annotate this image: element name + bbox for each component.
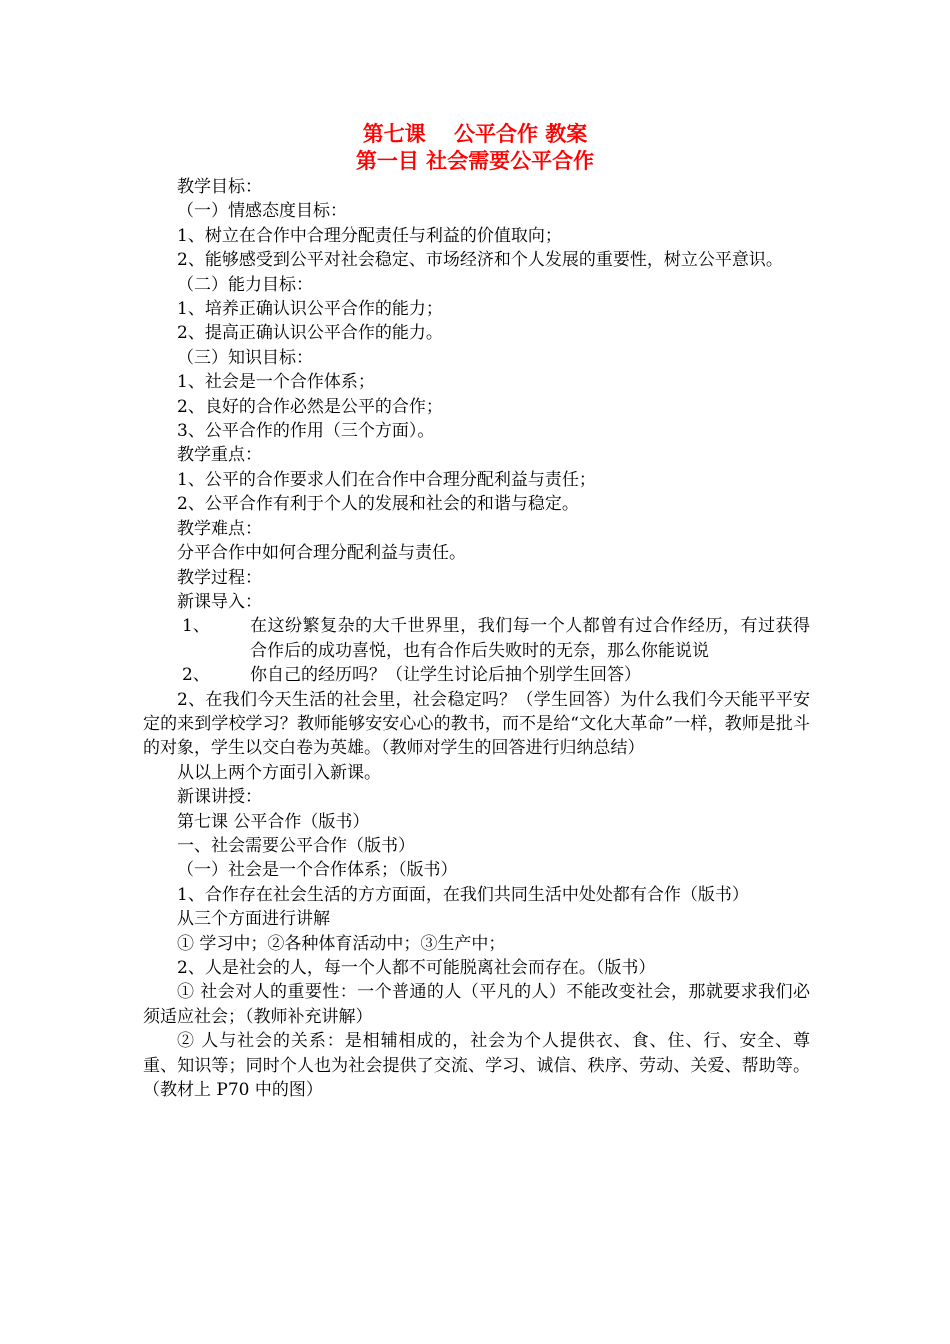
- heading-key-points: 教学重点：: [177, 445, 262, 466]
- subheading-knowledge-goals: （三）知识目标：: [177, 347, 313, 368]
- list-text: 在这纷繁复杂的大千世界里，我们每一个人都曾有过合作经历，有过获得合作后的成功喜悦，也有合作后失败时的无奈，那么你能说说: [250, 616, 810, 661]
- paragraph: ① 社会对人的重要性：一个普通的人（平凡的人）不能改变社会，那就要求我们必须适应社会；（教师补充讲解）: [143, 982, 810, 1027]
- list-item: [143, 614, 810, 663]
- heading-introduction: 新课导入：: [177, 591, 262, 612]
- heading-process: 教学过程：: [177, 567, 262, 588]
- paragraph: 第七课 公平合作（版书）: [177, 811, 370, 832]
- paragraph: 1、合作存在社会生活的方方面面，在我们共同生活中处处都有合作（版书）: [177, 884, 749, 905]
- heading-new-lesson: 新课讲授：: [177, 787, 262, 808]
- paragraph: 一、社会需要公平合作（版书）: [177, 835, 415, 856]
- paragraph: 1、培养正确认识公平合作的能力；: [177, 299, 443, 320]
- list-number: 2、: [182, 665, 210, 686]
- section-title: 第一目 社会需要公平合作: [355, 148, 595, 173]
- paragraph: （一）社会是一个合作体系；（版书）: [177, 860, 458, 881]
- paragraph: 1、社会是一个合作体系；: [177, 372, 375, 393]
- paragraph: 1、公平的合作要求人们在合作中合理分配利益与责任；: [177, 469, 596, 490]
- paragraph: 从三个方面进行讲解: [177, 909, 330, 930]
- paragraph: ① 学习中；②各种体育活动中；③生产中；: [177, 933, 506, 954]
- paragraph: 3、公平合作的作用（三个方面）。: [177, 421, 435, 442]
- paragraph: 1、树立在合作中合理分配责任与利益的价值取向；: [177, 225, 562, 246]
- list-number: 1、: [182, 616, 210, 637]
- lesson-title: 第七课 公平合作 教案: [362, 121, 588, 146]
- paragraph: 2、提高正确认识公平合作的能力。: [177, 323, 443, 344]
- heading-difficulties: 教学难点：: [177, 518, 262, 539]
- list-item: [143, 663, 810, 687]
- paragraph: 2、人是社会的人，每一个人都不可能脱离社会而存在。（版书）: [177, 958, 656, 978]
- paragraph: 从以上两个方面引入新课。: [177, 762, 381, 783]
- paragraph: 2、公平合作有利于个人的发展和社会的和谐与稳定。: [177, 494, 579, 515]
- paragraph: 2、能够感受到公平对社会稳定、市场经济和个人发展的重要性，树立公平意识。: [177, 250, 783, 271]
- list-text: 你自己的经历吗？（让学生讨论后抽个别学生回答）: [250, 665, 641, 686]
- paragraph: 分平合作中如何合理分配利益与责任。: [177, 543, 466, 564]
- paragraph: 2、良好的合作必然是公平的合作；: [177, 396, 443, 417]
- paragraph: 2、在我们今天生活的社会里，社会稳定吗？（学生回答）为什么我们今天能平平安定的来到学校学习？教师能够安安心心的教书，而不是给“文化大革命”一样，教师是批斗的对象，学生以交白卷为英雄。（教师对学生的回答进行归纳总结）: [143, 689, 810, 759]
- heading-teaching-goals: 教学目标：: [177, 177, 262, 197]
- paragraph: ② 人与社会的关系：是相辅相成的，社会为个人提供衣、食、住、行、安全、尊重、知识等；同时个人也为社会提供了交流、学习、诚信、秩序、劳动、关爱、帮助等。（教材上 P70 中的图）: [143, 1031, 810, 1101]
- subheading-ability-goals: （二）能力目标：: [177, 274, 313, 295]
- subheading-emotion-goals: （一）情感态度目标：: [177, 201, 347, 222]
- document-body: [143, 175, 810, 1102]
